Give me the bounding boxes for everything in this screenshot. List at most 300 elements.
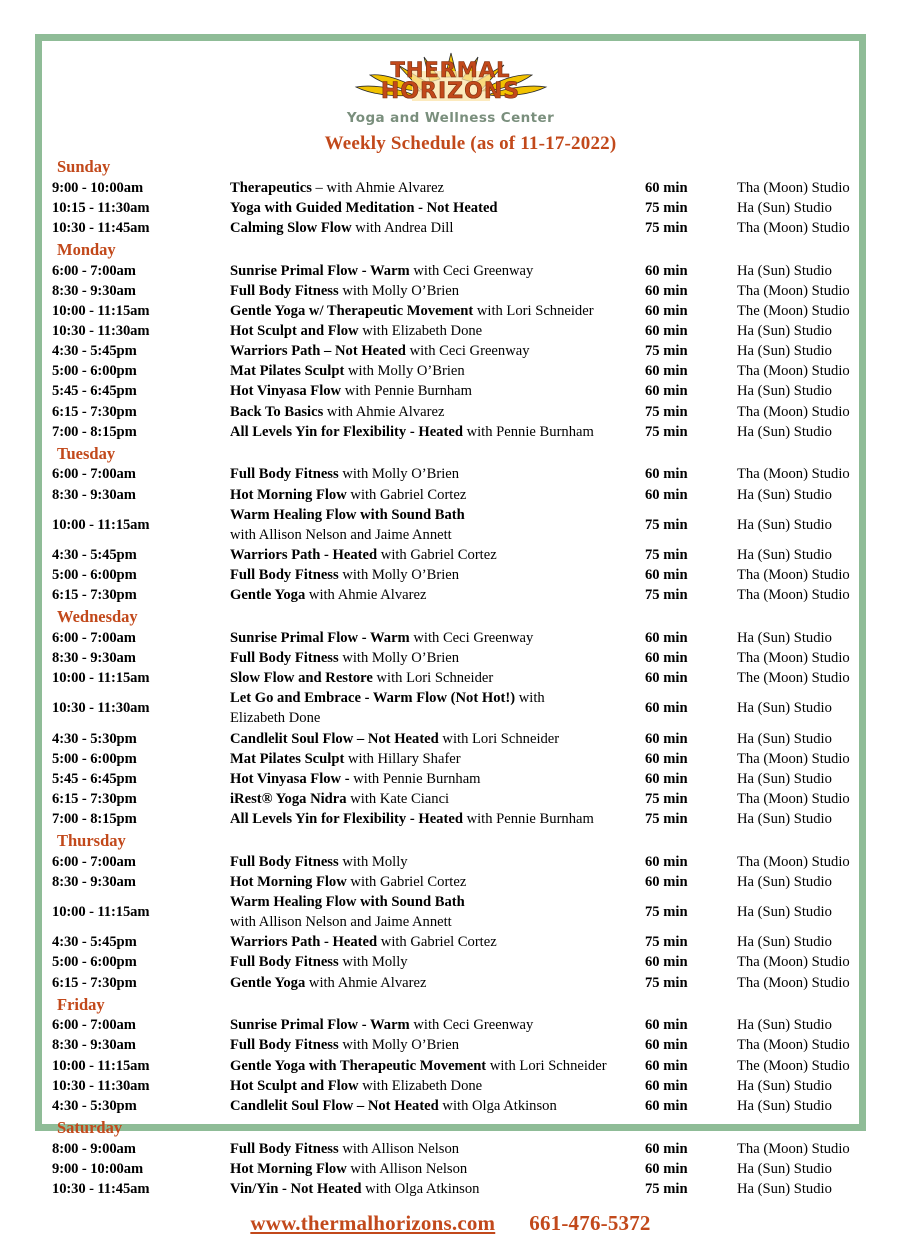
class-instructor: with Elizabeth Done (362, 323, 483, 339)
table-row (52, 789, 867, 809)
table-row (52, 301, 867, 321)
table-row (52, 485, 867, 505)
class-name: Yoga with Guided Meditation - Not Heated (230, 199, 498, 216)
class-description (230, 1056, 645, 1076)
day-schedule-table (52, 852, 867, 993)
class-duration: 60 min (645, 466, 688, 483)
class-description (230, 402, 645, 422)
class-instructor: with (518, 690, 545, 707)
class-instructor: with Gabriel Cortez (350, 486, 467, 503)
logo-tagline: Yoga and Wellness Center (346, 110, 555, 126)
class-name: Sunrise Primal Flow - Warm (230, 1017, 414, 1034)
table-row (52, 769, 867, 789)
table-row (52, 464, 867, 484)
class-description (230, 178, 645, 198)
class-duration: 75 min (645, 587, 688, 604)
class-time: 5:00 - 6:00pm (52, 750, 137, 767)
class-time: 10:30 - 11:30am (52, 700, 150, 717)
class-description (230, 261, 645, 281)
class-duration: 75 min (645, 1180, 688, 1197)
day-schedule-table (52, 261, 867, 442)
class-studio: The (Moon) Studio (737, 670, 850, 687)
class-instructor: with Ahmie Alvarez (308, 587, 427, 604)
class-time: 5:00 - 6:00pm (52, 363, 137, 380)
class-description (230, 973, 645, 993)
class-time: 9:00 - 10:00am (52, 1160, 144, 1177)
class-instructor: with Allison Nelson (342, 1140, 460, 1157)
table-row (52, 361, 867, 381)
class-duration: 60 min (645, 1160, 688, 1177)
class-time: 10:30 - 11:30am (52, 323, 150, 339)
class-studio: Tha (Moon) Studio (737, 974, 850, 991)
class-instructor: – with Ahmie Alvarez (315, 179, 445, 196)
class-duration: 60 min (645, 700, 688, 717)
class-description (230, 1015, 645, 1035)
class-time: 8:30 - 9:30am (52, 486, 136, 503)
class-duration: 75 min (645, 343, 688, 360)
class-studio: Ha (Sun) Studio (737, 700, 832, 717)
table-row (52, 809, 867, 829)
class-instructor-secondary: with Allison Nelson and Jaime Annett (230, 526, 452, 543)
class-duration: 60 min (645, 629, 688, 646)
class-studio: Ha (Sun) Studio (737, 546, 832, 563)
class-name: Let Go and Embrace - Warm Flow (Not Hot!) (230, 690, 519, 707)
class-name: All Levels Yin for Flexibility - Heated (230, 811, 467, 827)
logo-artwork (326, 51, 576, 109)
class-name: Hot Vinyasa Flow - (230, 770, 354, 787)
class-duration: 60 min (645, 1037, 688, 1054)
class-name: Gentle Yoga w/ Therapeutic Movement (230, 302, 477, 319)
class-name: Hot Vinyasa Flow (230, 383, 345, 400)
class-description (230, 932, 645, 952)
table-row (52, 1056, 867, 1076)
class-description (230, 1139, 645, 1159)
class-duration: 60 min (645, 1057, 688, 1074)
class-description (230, 422, 645, 442)
class-studio: Tha (Moon) Studio (737, 219, 850, 236)
table-row (52, 729, 867, 749)
class-description (230, 952, 645, 972)
class-name: Full Body Fitness (230, 1140, 343, 1157)
class-time: 10:15 - 11:30am (52, 199, 150, 216)
table-row (52, 261, 867, 281)
class-duration: 60 min (645, 770, 688, 787)
table-row (52, 872, 867, 892)
class-name: Warm Healing Flow with Sound Bath (230, 506, 465, 523)
day-schedule-table (52, 1139, 867, 1199)
class-studio: Ha (Sun) Studio (737, 199, 832, 216)
class-name: Full Body Fitness (230, 567, 343, 583)
class-studio: Tha (Moon) Studio (737, 363, 850, 380)
class-time: 10:30 - 11:30am (52, 1077, 150, 1094)
class-time: 4:30 - 5:30pm (52, 1097, 137, 1114)
class-instructor: with Kate Cianci (350, 790, 450, 807)
table-row (52, 648, 867, 668)
table-row (52, 749, 867, 769)
class-instructor: with Molly O’Brien (347, 363, 465, 380)
class-name: iRest® Yoga Nidra (230, 790, 351, 807)
logo-line-1: THERMAL (390, 58, 511, 82)
day-header: Friday (57, 994, 105, 1014)
day-schedule-table (52, 178, 867, 238)
class-studio: Ha (Sun) Studio (737, 730, 832, 747)
table-row (52, 952, 867, 972)
class-description (230, 892, 645, 932)
class-name: Full Body Fitness (230, 282, 343, 299)
class-name: Hot Morning Flow (230, 873, 351, 890)
class-duration: 60 min (645, 282, 688, 299)
table-row (52, 1015, 867, 1035)
class-name: Warriors Path - Heated (230, 546, 381, 563)
class-studio: Tha (Moon) Studio (737, 750, 850, 767)
table-row (52, 422, 867, 442)
table-row (52, 381, 867, 401)
table-row (52, 1179, 867, 1199)
class-description (230, 505, 645, 545)
class-time: 5:45 - 6:45pm (52, 770, 137, 787)
class-time: 10:00 - 11:15am (52, 904, 150, 921)
class-time: 6:15 - 7:30pm (52, 587, 137, 604)
class-studio: Tha (Moon) Studio (737, 282, 850, 299)
class-duration: 60 min (645, 567, 688, 583)
class-duration: 60 min (645, 1077, 688, 1094)
class-studio: Ha (Sun) Studio (737, 486, 832, 503)
class-studio: Tha (Moon) Studio (737, 567, 850, 583)
class-studio: Ha (Sun) Studio (737, 873, 832, 890)
page-frame (35, 34, 866, 1235)
class-instructor: with Molly O’Brien (342, 1037, 460, 1054)
class-name: Hot Sculpt and Flow (230, 323, 363, 339)
class-studio: Ha (Sun) Studio (737, 629, 832, 646)
class-time: 6:00 - 7:00am (52, 629, 136, 646)
class-description (230, 545, 645, 565)
class-duration: 75 min (645, 904, 688, 921)
class-duration: 60 min (645, 323, 688, 339)
class-name: Candlelit Soul Flow – Not Heated (230, 1097, 443, 1114)
day-schedule-table (52, 628, 867, 829)
class-time: 6:15 - 7:30pm (52, 790, 137, 807)
class-duration: 75 min (645, 403, 688, 420)
table-row (52, 892, 867, 932)
class-instructor: with Pennie Burnham (466, 423, 594, 440)
class-duration: 60 min (645, 363, 688, 380)
class-studio: Ha (Sun) Studio (737, 1160, 832, 1177)
class-name: Gentle Yoga with Therapeutic Movement (230, 1057, 490, 1074)
class-description (230, 1035, 645, 1055)
class-studio: Ha (Sun) Studio (737, 1017, 832, 1034)
class-duration: 75 min (645, 811, 688, 827)
class-description (230, 872, 645, 892)
class-instructor: with Hillary Shafer (347, 750, 461, 767)
class-duration: 75 min (645, 790, 688, 807)
class-duration: 75 min (645, 423, 688, 440)
class-description (230, 1096, 645, 1116)
class-time: 8:30 - 9:30am (52, 282, 136, 299)
class-description (230, 198, 645, 218)
class-time: 10:30 - 11:45am (52, 1180, 150, 1197)
day-schedule-table (52, 464, 867, 605)
class-description (230, 321, 645, 341)
class-time: 6:00 - 7:00am (52, 1017, 136, 1034)
table-row (52, 1076, 867, 1096)
class-duration: 60 min (645, 1017, 688, 1034)
class-name: Hot Morning Flow (230, 486, 351, 503)
table-row (52, 585, 867, 605)
class-time: 8:00 - 9:00am (52, 1140, 136, 1157)
class-name: Therapeutics (230, 179, 316, 196)
class-time: 6:00 - 7:00am (52, 262, 136, 279)
class-name: Full Body Fitness (230, 650, 343, 666)
class-name: Warriors Path – Not Heated (230, 343, 410, 360)
class-description (230, 218, 645, 238)
class-studio: The (Moon) Studio (737, 302, 850, 319)
table-row (52, 545, 867, 565)
class-studio: Tha (Moon) Studio (737, 587, 850, 604)
class-description (230, 809, 645, 829)
class-instructor: with Olga Atkinson (442, 1097, 557, 1114)
class-name: Calming Slow Flow (230, 219, 356, 236)
class-instructor: with Lori Schneider (476, 302, 594, 319)
class-time: 7:00 - 8:15pm (52, 423, 137, 440)
class-duration: 75 min (645, 974, 688, 991)
class-studio: Ha (Sun) Studio (737, 423, 832, 440)
class-duration: 60 min (645, 262, 688, 279)
class-instructor: with Pennie Burnham (344, 383, 473, 400)
class-instructor: with Lori Schneider (489, 1057, 607, 1074)
class-instructor: with Lori Schneider (376, 670, 494, 687)
class-name: Warriors Path - Heated (230, 934, 381, 951)
class-studio: Ha (Sun) Studio (737, 1097, 832, 1114)
class-description (230, 1159, 645, 1179)
class-time: 10:00 - 11:15am (52, 670, 150, 687)
class-studio: Ha (Sun) Studio (737, 811, 832, 827)
class-instructor-secondary: with Allison Nelson and Jaime Annett (230, 914, 452, 931)
class-description (230, 688, 645, 728)
class-description (230, 1179, 645, 1199)
class-studio: Ha (Sun) Studio (737, 1180, 832, 1197)
brand-logo (52, 45, 849, 133)
class-studio: Ha (Sun) Studio (737, 262, 832, 279)
table-row (52, 565, 867, 585)
class-name: Slow Flow and Restore (230, 670, 377, 687)
class-description (230, 381, 645, 401)
class-instructor: with Molly O’Brien (342, 466, 460, 483)
class-instructor: with Pennie Burnham (466, 811, 594, 827)
class-time: 10:00 - 11:15am (52, 302, 150, 319)
class-duration: 75 min (645, 934, 688, 951)
table-row (52, 1035, 867, 1055)
class-name: Gentle Yoga (230, 587, 309, 604)
class-instructor: with Gabriel Cortez (380, 546, 497, 563)
class-duration: 60 min (645, 383, 688, 400)
table-row (52, 321, 867, 341)
table-row (52, 281, 867, 301)
class-duration: 60 min (645, 179, 688, 196)
class-studio: Tha (Moon) Studio (737, 650, 850, 666)
class-instructor-secondary: Elizabeth Done (230, 710, 321, 727)
class-duration: 60 min (645, 954, 688, 971)
class-studio: Ha (Sun) Studio (737, 770, 832, 787)
website-link[interactable]: www.thermalhorizons.com (250, 1210, 496, 1235)
class-name: All Levels Yin for Flexibility - Heated (230, 423, 467, 440)
class-description (230, 648, 645, 668)
class-time: 6:00 - 7:00am (52, 853, 136, 870)
class-studio: Ha (Sun) Studio (737, 904, 832, 921)
class-time: 4:30 - 5:45pm (52, 343, 137, 360)
class-studio: Tha (Moon) Studio (737, 179, 850, 196)
class-time: 9:00 - 10:00am (52, 179, 144, 196)
class-time: 10:30 - 11:45am (52, 219, 150, 236)
day-header: Saturday (57, 1117, 123, 1137)
table-row (52, 341, 867, 361)
class-duration: 60 min (645, 853, 688, 870)
class-duration: 75 min (645, 516, 688, 533)
class-studio: Tha (Moon) Studio (737, 954, 850, 971)
table-row (52, 402, 867, 422)
class-time: 10:00 - 11:15am (52, 516, 150, 533)
class-instructor: with Molly O’Brien (342, 282, 460, 299)
class-instructor: with Gabriel Cortez (380, 934, 497, 951)
class-instructor: with Ahmie Alvarez (326, 403, 445, 420)
table-row (52, 1139, 867, 1159)
table-row (52, 688, 867, 728)
class-name: Full Body Fitness (230, 466, 343, 483)
class-duration: 60 min (645, 730, 688, 747)
class-instructor: with Molly O’Brien (342, 650, 460, 666)
class-duration: 75 min (645, 546, 688, 563)
table-row (52, 1159, 867, 1179)
table-row (52, 628, 867, 648)
class-instructor: with Ceci Greenway (413, 262, 534, 279)
table-row (52, 852, 867, 872)
class-name: Back To Basics (230, 403, 327, 420)
class-studio: Ha (Sun) Studio (737, 1077, 832, 1094)
class-name: Sunrise Primal Flow - Warm (230, 262, 414, 279)
table-row (52, 668, 867, 688)
class-name: Hot Sculpt and Flow (230, 1077, 363, 1094)
class-name: Mat Pilates Sculpt (230, 750, 348, 767)
class-time: 8:30 - 9:30am (52, 873, 136, 890)
class-description (230, 628, 645, 648)
class-instructor: with Pennie Burnham (353, 770, 481, 787)
day-header: Wednesday (57, 607, 138, 627)
class-name: Hot Morning Flow (230, 1160, 351, 1177)
page-title: Weekly Schedule (as of 11-17-2022) (324, 133, 617, 154)
phone-number[interactable]: 661-476-5372 (529, 1210, 651, 1235)
class-name: Full Body Fitness (230, 954, 343, 971)
class-description (230, 852, 645, 872)
class-time: 10:00 - 11:15am (52, 1057, 150, 1074)
class-studio: Tha (Moon) Studio (737, 1037, 850, 1054)
class-instructor: with Ceci Greenway (409, 343, 530, 360)
class-time: 4:30 - 5:45pm (52, 934, 137, 951)
class-time: 6:00 - 7:00am (52, 466, 136, 483)
class-studio: Tha (Moon) Studio (737, 790, 850, 807)
class-time: 6:15 - 7:30pm (52, 974, 137, 991)
class-description (230, 749, 645, 769)
class-time: 5:45 - 6:45pm (52, 383, 137, 400)
table-row (52, 218, 867, 238)
class-name: Mat Pilates Sculpt (230, 363, 348, 380)
class-name: Vin/Yin - Not Heated (230, 1180, 366, 1197)
class-studio: Ha (Sun) Studio (737, 934, 832, 951)
class-description (230, 361, 645, 381)
class-studio: Tha (Moon) Studio (737, 466, 850, 483)
class-duration: 60 min (645, 873, 688, 890)
class-duration: 60 min (645, 1140, 688, 1157)
schedule-body (52, 155, 849, 1199)
class-instructor: with Molly (342, 954, 408, 971)
class-time: 7:00 - 8:15pm (52, 811, 137, 827)
class-description (230, 341, 645, 361)
class-instructor: with Gabriel Cortez (350, 873, 467, 890)
class-description (230, 281, 645, 301)
class-time: 5:00 - 6:00pm (52, 567, 137, 583)
class-description (230, 769, 645, 789)
table-row (52, 178, 867, 198)
table-row (52, 973, 867, 993)
class-time: 4:30 - 5:45pm (52, 546, 137, 563)
class-duration: 60 min (645, 302, 688, 319)
table-row (52, 1096, 867, 1116)
day-header: Sunday (57, 157, 111, 176)
class-time: 6:15 - 7:30pm (52, 403, 137, 420)
class-duration: 60 min (645, 750, 688, 767)
class-description (230, 729, 645, 749)
day-header: Tuesday (57, 443, 116, 463)
day-schedule-table (52, 1015, 867, 1116)
logo-line-2: HORIZONS (380, 78, 521, 104)
footer (52, 1199, 849, 1236)
class-description (230, 1076, 645, 1096)
class-duration: 75 min (645, 219, 688, 236)
day-header: Thursday (57, 831, 126, 851)
class-studio: Tha (Moon) Studio (737, 403, 850, 420)
class-time: 8:30 - 9:30am (52, 650, 136, 666)
class-duration: 60 min (645, 670, 688, 687)
day-header: Monday (57, 240, 116, 259)
class-description (230, 585, 645, 605)
class-instructor: with Molly (342, 853, 408, 870)
class-duration: 60 min (645, 1097, 688, 1114)
class-studio: Tha (Moon) Studio (737, 853, 850, 870)
class-instructor: with Molly O’Brien (342, 567, 460, 583)
class-duration: 60 min (645, 650, 688, 666)
class-description (230, 464, 645, 484)
class-instructor: with Lori Schneider (442, 730, 560, 747)
class-description (230, 668, 645, 688)
class-name: Full Body Fitness (230, 1037, 343, 1054)
class-instructor: with Allison Nelson (350, 1160, 468, 1177)
class-name: Warm Healing Flow with Sound Bath (230, 894, 465, 910)
class-name: Candlelit Soul Flow – Not Heated (230, 730, 443, 747)
table-row (52, 505, 867, 545)
class-description (230, 565, 645, 585)
class-instructor: with Ahmie Alvarez (308, 974, 427, 991)
class-instructor: with Ceci Greenway (413, 1017, 534, 1034)
class-description (230, 789, 645, 809)
class-name: Sunrise Primal Flow - Warm (230, 629, 414, 646)
class-instructor: with Ceci Greenway (413, 629, 534, 646)
class-duration: 75 min (645, 199, 688, 216)
class-instructor: with Andrea Dill (355, 219, 454, 236)
table-row (52, 198, 867, 218)
class-studio: Ha (Sun) Studio (737, 343, 832, 360)
class-instructor: with Olga Atkinson (365, 1180, 480, 1197)
class-studio: Ha (Sun) Studio (737, 516, 832, 533)
class-time: 5:00 - 6:00pm (52, 954, 137, 971)
table-row (52, 932, 867, 952)
